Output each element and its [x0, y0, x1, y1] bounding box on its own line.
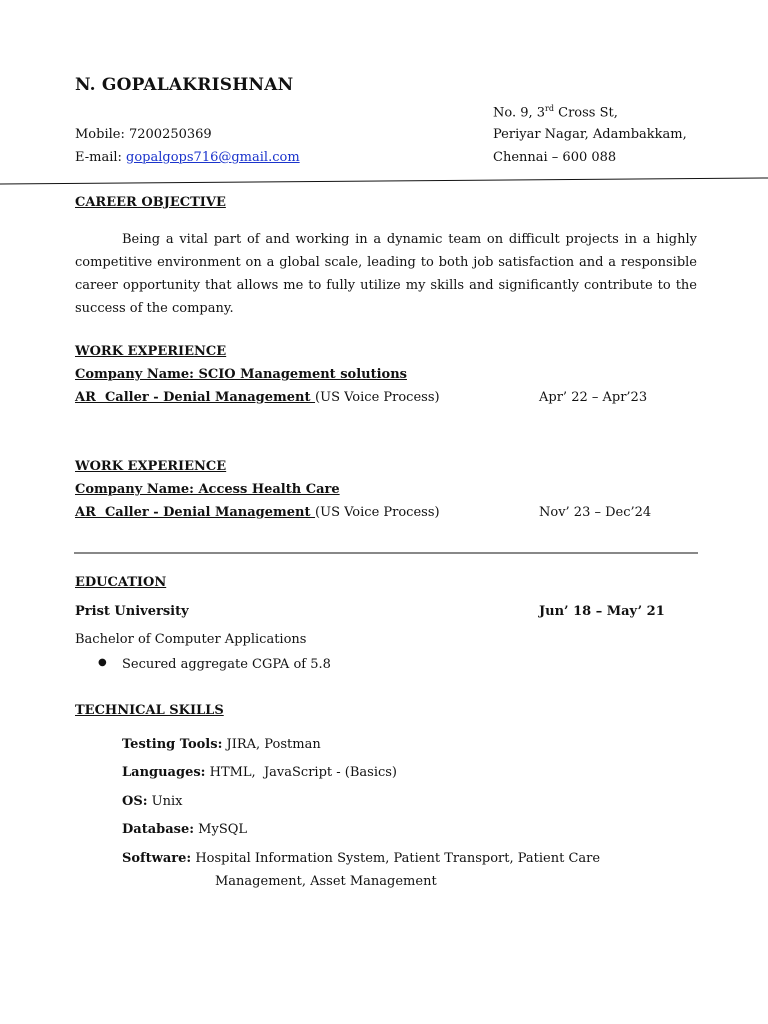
- cgpa-item: Secured aggregate CGPA of 5.8: [122, 657, 331, 672]
- technical-skills-heading: TECHNICAL SKILLS: [75, 703, 224, 718]
- work-experience-heading-1: WORK EXPERIENCE: [75, 344, 227, 359]
- job-role-1: [75, 390, 440, 405]
- email-link[interactable]: gopalgops716@gmail.com: [126, 150, 300, 165]
- company-name-2: Company Name: Access Health Care: [75, 482, 340, 497]
- career-objective-text: [75, 228, 697, 320]
- skill-value: Unix: [147, 794, 183, 809]
- job-role-2: [75, 505, 440, 520]
- bullet-icon: ●: [98, 657, 107, 668]
- skill-value: Hospital Information System, Patient Transport, Patient Care: [191, 851, 601, 866]
- skill-row-languages: [122, 765, 397, 780]
- education-dates: Jun’ 18 – May’ 21: [539, 604, 665, 619]
- header-divider: [0, 178, 768, 184]
- job-title-1: AR Caller - Denial Management: [75, 390, 316, 405]
- skill-value: HTML, JavaScript - (Basics): [205, 765, 397, 780]
- career-objective-body: Being a vital part of and working in a dynamic team on difficult projects in a highly competitive environment on a global scale, leading to both job satisfaction and a responsible career opportunity that allows me to fully utilize my skills and significantly contribute to the success of the company.: [75, 232, 697, 316]
- work-experience-heading-2: WORK EXPERIENCE: [75, 459, 227, 474]
- software-continuation: Management, Asset Management: [215, 874, 437, 889]
- education-heading: EDUCATION: [75, 575, 167, 590]
- skill-label: Languages:: [122, 765, 206, 780]
- address-superscript: rd: [545, 104, 554, 113]
- skill-label: OS:: [122, 794, 148, 809]
- company-name-1: Company Name: SCIO Management solutions: [75, 367, 407, 382]
- career-objective-heading: CAREER OBJECTIVE: [75, 195, 226, 210]
- resume-name: N. GOPALAKRISHNAN: [75, 75, 294, 95]
- degree-name: Bachelor of Computer Applications: [75, 632, 307, 647]
- skill-label: Testing Tools:: [122, 737, 223, 752]
- address-line-1-end: Cross St,: [554, 105, 618, 121]
- job-title-2: AR Caller - Denial Management: [75, 505, 316, 520]
- institution-name: Prist University: [75, 604, 189, 619]
- skill-label: Database:: [122, 822, 195, 837]
- skill-value: JIRA, Postman: [222, 737, 321, 752]
- job-dates-1: Apr’ 22 – Apr’23: [539, 390, 648, 405]
- mobile-label: Mobile:: [75, 127, 129, 142]
- mobile-number: 7200250369: [128, 127, 212, 142]
- skill-row-database: [122, 822, 247, 837]
- job-dates-2: Nov’ 23 – Dec’24: [539, 505, 652, 520]
- skill-row-testing-tools: [122, 737, 321, 752]
- skill-value: MySQL: [194, 822, 248, 837]
- job-process-1: (US Voice Process): [315, 390, 440, 405]
- skill-label: Software:: [122, 851, 192, 866]
- address-line-2: Periyar Nagar, Adambakkam,: [493, 127, 687, 142]
- skill-row-os: [122, 794, 182, 809]
- skill-row-software: [122, 851, 600, 866]
- email-label: E-mail:: [75, 150, 127, 165]
- address-line-3: Chennai – 600 088: [493, 150, 617, 165]
- address-line-1-start: No. 9, 3: [493, 105, 546, 121]
- job-process-2: (US Voice Process): [315, 505, 440, 520]
